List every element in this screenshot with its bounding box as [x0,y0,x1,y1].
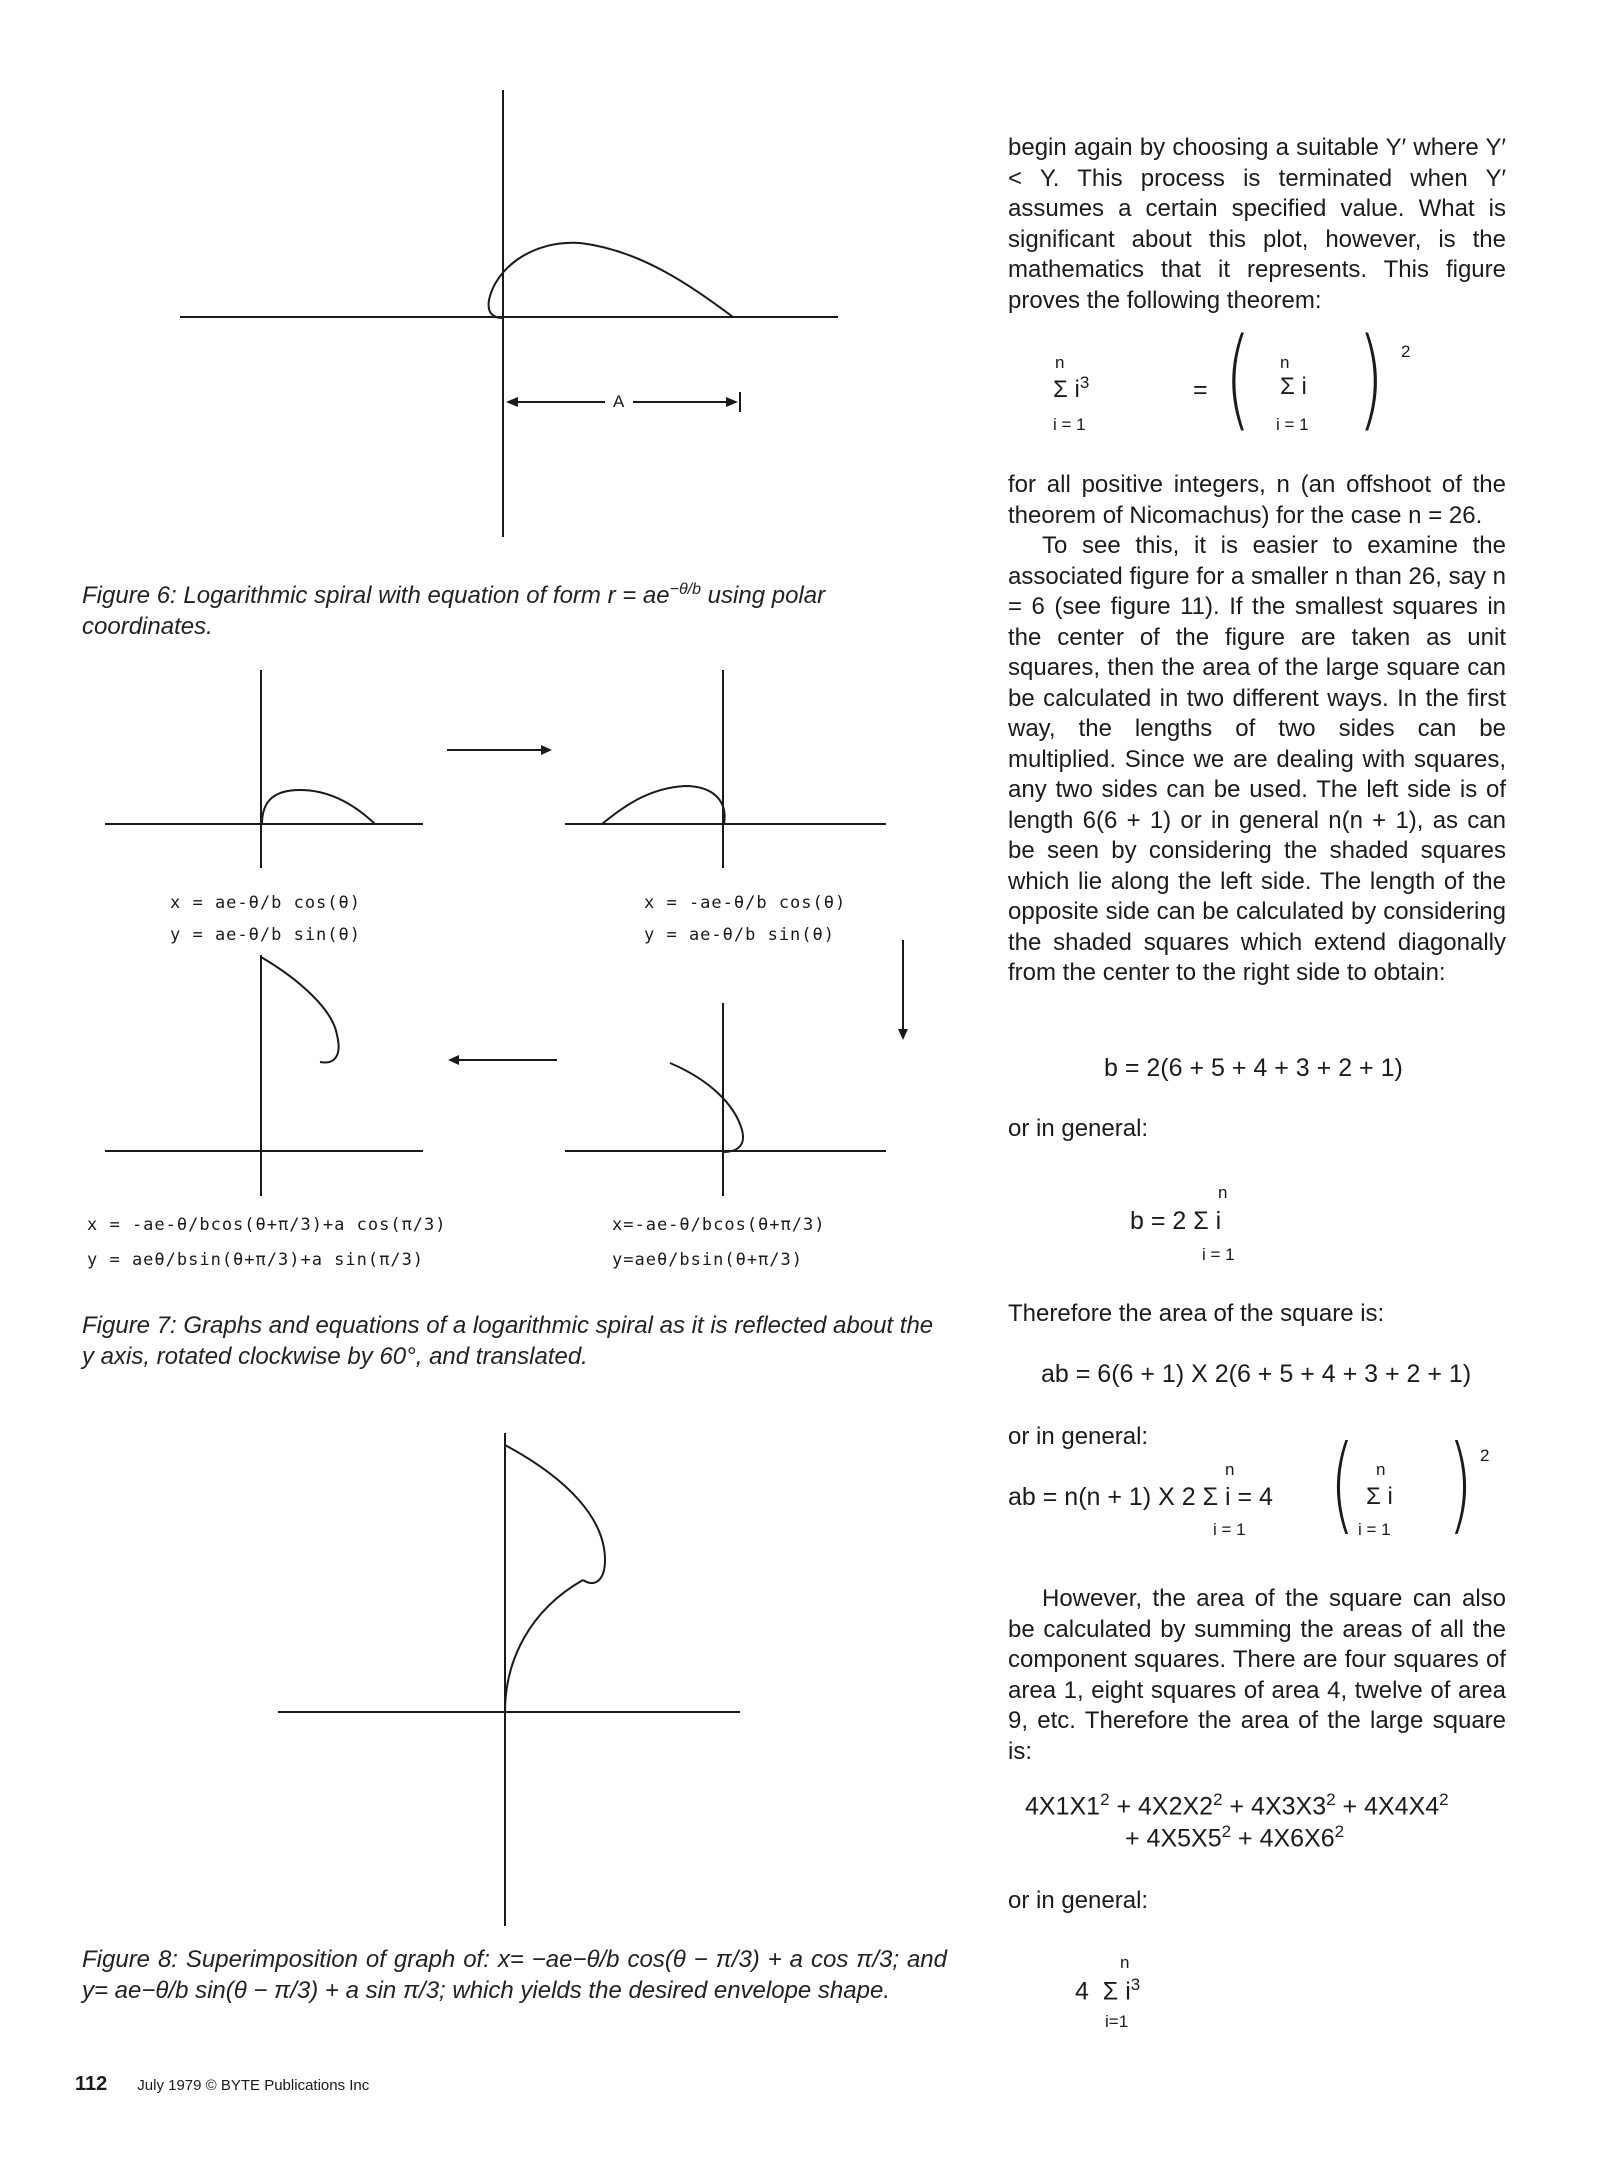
page-number: 112 [75,2073,108,2095]
paragraph-1 [1008,133,1506,316]
theorem-sigma-i3: Σ $i^3$ [1053,373,1090,403]
theorem-paren-close: ) [1358,314,1384,442]
or-in-general-1: or in general: [1008,1115,1149,1142]
theorem-n-right: n [1280,353,1290,372]
fig7-eq-tl-x: x = ae-θ/b cos(θ) [170,893,361,913]
fig7-tl-spiral [262,790,375,824]
ab-general-n-2: n [1376,1460,1386,1479]
or-in-general-3: or in general: [1008,1887,1149,1914]
fig6-spiral [489,243,733,318]
therefore-text: Therefore the area of the square is: [1008,1300,1385,1327]
sum-line-2: + $4X5X5^2 + 4X6X6^2$ [1125,1822,1345,1853]
fig6-label-a: A [613,392,625,411]
fig8-envelope-lower [505,1580,583,1712]
theorem-i1-right: i = 1 [1276,415,1309,434]
theorem-n-left: n [1055,353,1065,372]
theorem-sigma-i: Σ i [1280,373,1307,400]
fig7-eq-br-y: y=aeθ/bsin(θ+π/3) [612,1250,803,1270]
figure-6-caption [82,574,947,642]
ab-general-i1-2: i = 1 [1358,1520,1391,1539]
equation-b: b = 2(6 + 5 + 4 + 3 + 2 + 1) [1104,1054,1403,1082]
paragraph-3-text: To see this, it is easier to examine the associated figure for a smaller n than 26, say n = 6 (see figure 11). If the smallest squares in the center of the figure are taken as unit squares, then the area of the large square can be calculated in two different ways. In the first way, the lengths of two sides can be multiplied. Since we are dealing with squares, any two sides can be used. The left side is of length 6(6 + 1) or in general n(n + 1), as can be seen by considering the shaded squares which lie along the left side. The length of the opposite side can be calculated by considering the shaded squares which extend diagonally from the center to the right side to obtain: [1008,532,1506,986]
or-in-general-2: or in general: [1008,1423,1149,1450]
b-general-i1: i = 1 [1202,1245,1235,1264]
fig7-eq-bl-y: y = aeθ/bsin(θ+π/3)+a sin(π/3) [87,1250,425,1270]
paragraph-2 [1008,470,1506,989]
fig6-caption-pre: Figure 6: Logarithmic spiral with equation of form r = ae [82,582,670,609]
fig7-bl-spiral [261,957,339,1063]
publication-line: July 1979 © BYTE Publications Inc [137,2077,370,2094]
ab-paren-open: ( [1330,1423,1355,1545]
theorem-i1-left: i = 1 [1053,415,1086,434]
equation-b-general: b = 2 Σ i [1130,1207,1222,1235]
equation-ab: ab = 6(6 + 1) X 2(6 + 5 + 4 + 3 + 2 + 1) [1041,1360,1472,1388]
fig6-caption-exp: −θ/b [669,581,701,598]
fig8-envelope-upper [505,1445,605,1583]
fig7-eq-tr-x: x = -ae-θ/b cos(θ) [644,893,847,913]
ab-paren-close: ) [1448,1423,1473,1545]
final-i1: i=1 [1105,2012,1129,2031]
ab-exponent-2: 2 [1480,1446,1490,1465]
fig7-eq-tr-y: y = ae-θ/b sin(θ) [644,925,835,945]
sum-line-1: $4X1X1^2 + 4X2X2^2 + 4X3X3^2 + 4X4X4^2$ [1025,1790,1449,1821]
theorem-paren-open: ( [1225,314,1251,442]
fig7-eq-tl-y: y = ae-θ/b sin(θ) [170,925,361,945]
paragraph-1-text: begin again by choosing a suitable Y′ where Y′ < Y. This process is terminated when Y′ assumes a certain specified value. What is significant about this plot, however, is the mathematics that it represents. This figure proves the following theorem: [1008,134,1506,314]
final-n: n [1120,1953,1130,1972]
fig7-eq-bl-x: x = -ae-θ/bcos(θ+π/3)+a cos(π/3) [87,1215,447,1235]
theorem-equals: = [1193,376,1208,404]
b-general-n: n [1218,1183,1228,1202]
figure-7-caption: Figure 7: Graphs and equations of a logarithmic spiral as it is reflected about the y axis, rotated clockwise by 60°, and translated. [82,1312,934,1370]
fig6-caption-post: using polar coordinates. [82,582,826,640]
page-footer [75,2073,369,2096]
ab-general-n-1: n [1225,1460,1235,1479]
paragraph-4: However, the area of the square can also be calculated by summing the areas of all the component squares. There are four squares of area 1, eight squares of area 4, twelve of area 9, etc. Therefore the area of the large square is: [1008,1585,1506,1765]
equation-ab-general: ab = n(n + 1) X 2 Σ i = 4 [1008,1483,1273,1511]
final-equation: 4 Σ $i^3$ [1075,1975,1141,2006]
ab-general-i1-1: i = 1 [1213,1520,1246,1539]
theorem-exponent-2: 2 [1401,342,1411,361]
paragraph-2-text: for all positive integers, n (an offshoot of the theorem of Nicomachus) for the case n = 26. [1008,471,1506,529]
fig7-br-spiral [670,1063,743,1152]
ab-general-sigma-i: Σ i [1366,1483,1393,1510]
figure-8-caption: Figure 8: Superimposition of graph of: x= −ae−θ/b cos(θ − π/3) + a cos π/3; and y= ae−θ/b sin(θ − π/3) + a sin π/3; which yields the desired envelope shape. [82,1946,947,2004]
fig7-eq-br-x: x=-ae-θ/bcos(θ+π/3) [612,1215,826,1235]
fig7-tr-spiral [602,786,725,824]
